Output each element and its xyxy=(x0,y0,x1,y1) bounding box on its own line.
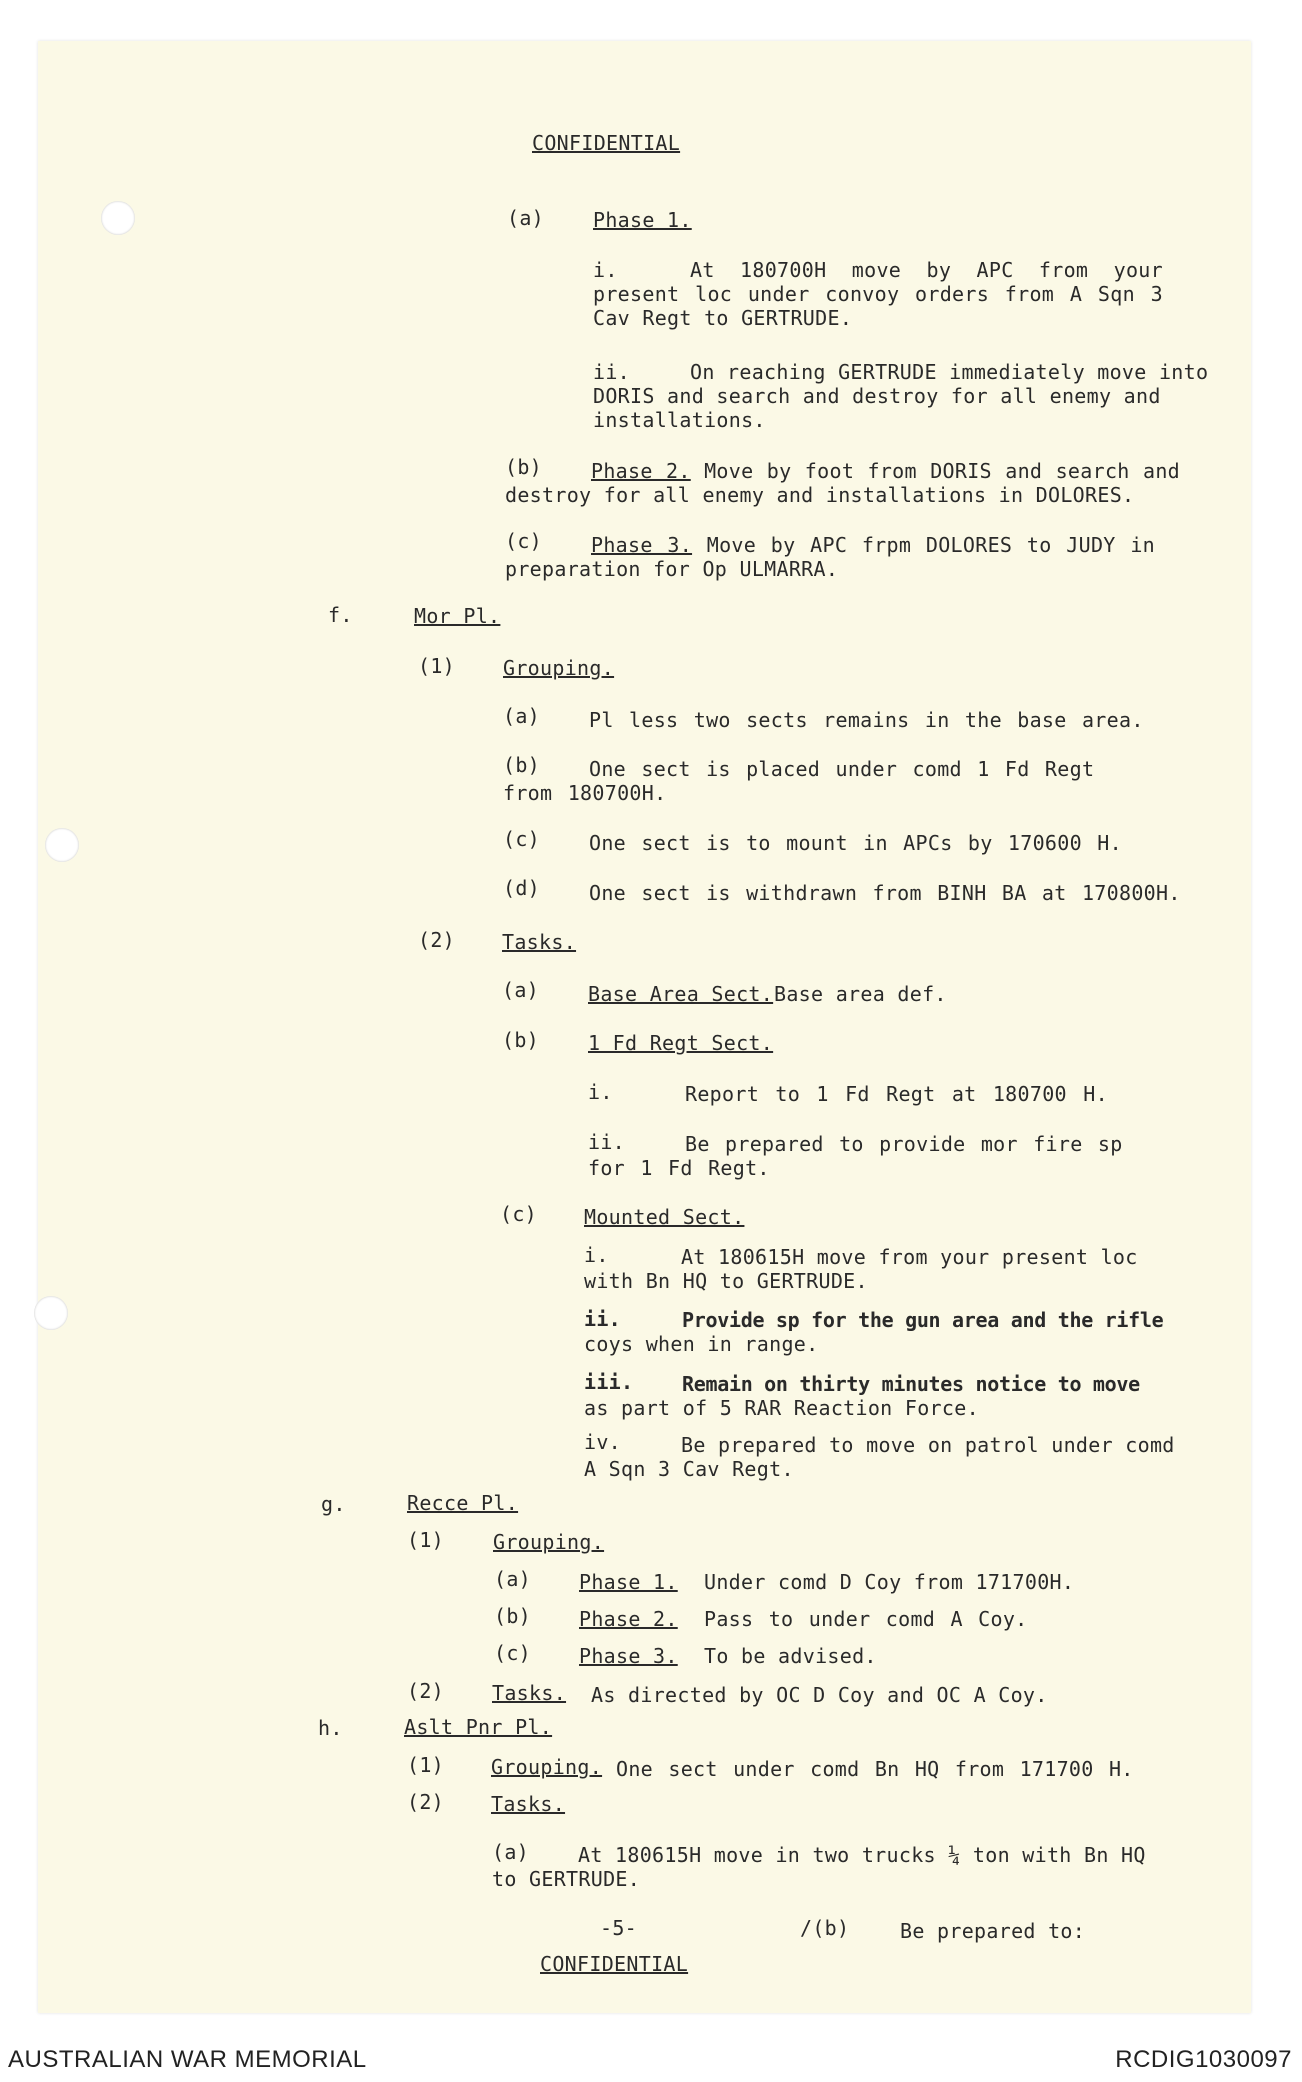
continuation-label: /(b) xyxy=(800,1916,850,1940)
f-tasks-c-iii-bold: Remain on thirty minutes notice to move xyxy=(682,1372,1140,1396)
section-f-title: Mor Pl. xyxy=(414,604,501,628)
g-tasks-title: Tasks. xyxy=(492,1681,567,1705)
f-tasks-c-title: Mounted Sect. xyxy=(584,1205,745,1229)
punch-hole-bottom xyxy=(34,1296,68,1330)
g-grouping-a-phase: Phase 1. xyxy=(579,1570,678,1594)
f-grouping-c-label: (c) xyxy=(503,827,541,851)
section-h-title: Aslt Pnr Pl. xyxy=(404,1715,553,1739)
g-grouping-c-label: (c) xyxy=(494,1641,532,1665)
g-grouping-num: (1) xyxy=(407,1528,445,1552)
f-grouping-a-label: (a) xyxy=(503,704,541,728)
archive-id: RCDIG1030097 xyxy=(1115,2046,1292,2073)
phase1-title: Phase 1. xyxy=(593,208,692,232)
section-f-label: f. xyxy=(328,603,353,627)
h-grouping-title: Grouping. xyxy=(491,1755,603,1779)
phase1-label: (a) xyxy=(507,206,545,230)
f-tasks-b-ii-text: Be prepared to provide mor fire sp for 1 Fd Regt. xyxy=(588,1132,1123,1180)
g-grouping-a-label: (a) xyxy=(494,1567,532,1591)
f-tasks-c-i-num: i. xyxy=(584,1243,609,1267)
phase1-ii-text: On reaching GERTRUDE immediately move into DORIS and search and destroy for all enemy and installations. xyxy=(593,360,1209,432)
punch-hole-top xyxy=(101,201,135,235)
f-grouping-d-label: (d) xyxy=(503,876,541,900)
f-tasks-num: (2) xyxy=(418,928,456,952)
phase1-i-text: At 180700H move by APC from your present loc under convoy orders from A Sqn 3 Cav Regt to GERTRUDE. xyxy=(593,258,1163,330)
f-tasks-c-ii-num: ii. xyxy=(584,1307,622,1331)
f-grouping-title: Grouping. xyxy=(503,656,615,680)
g-grouping-b-phase: Phase 2. xyxy=(579,1607,678,1631)
f-tasks-c-iii-num: iii. xyxy=(584,1370,634,1394)
h-grouping-text: One sect under comd Bn HQ from 171700 H. xyxy=(616,1757,1134,1781)
h-tasks-num: (2) xyxy=(407,1790,445,1814)
h-tasks-title: Tasks. xyxy=(491,1792,566,1816)
h-tasks-a-label: (a) xyxy=(492,1840,530,1864)
f-tasks-c-i-text: At 180615H move from your present loc with Bn HQ to GERTRUDE. xyxy=(584,1245,1138,1293)
archive-institution: AUSTRALIAN WAR MEMORIAL xyxy=(8,2046,367,2073)
g-grouping-c-text: To be advised. xyxy=(704,1644,877,1668)
f-tasks-b-i-num: i. xyxy=(588,1080,613,1104)
g-grouping-b-text: Pass to under comd A Coy. xyxy=(704,1607,1028,1631)
f-grouping-a-text: Pl less two sects remains in the base area. xyxy=(589,708,1144,732)
g-grouping-title: Grouping. xyxy=(493,1530,605,1554)
document-page xyxy=(38,41,1251,2013)
f-grouping-b-label: (b) xyxy=(503,753,541,777)
f-grouping-c-text: One sect is to mount in APCs by 170600 H. xyxy=(589,831,1122,855)
g-grouping-c-phase: Phase 3. xyxy=(579,1644,678,1668)
f-tasks-b-ii-num: ii. xyxy=(588,1130,626,1154)
f-tasks-c-label: (c) xyxy=(500,1202,538,1226)
h-tasks-a-text: At 180615H move in two trucks ¼ ton with Bn HQ to GERTRUDE. xyxy=(492,1843,1146,1891)
section-g-label: g. xyxy=(321,1492,346,1516)
f-tasks-b-label: (b) xyxy=(502,1028,540,1052)
phase2-title: Phase 2. xyxy=(591,459,691,483)
f-grouping-d-text: One sect is withdrawn from BINH BA at 170800H. xyxy=(589,881,1181,905)
f-tasks-a-title: Base Area Sect. xyxy=(588,982,774,1006)
f-tasks-a-text: Base area def. xyxy=(774,982,947,1006)
h-grouping-num: (1) xyxy=(407,1753,445,1777)
phase3-text: Move by APC frpm DOLORES to JUDY in preparation for Op ULMARRA. xyxy=(505,533,1156,581)
f-tasks-b-i-text: Report to 1 Fd Regt at 180700 H. xyxy=(685,1082,1108,1106)
f-grouping-b-text: One sect is placed under comd 1 Fd Regt from 180700H. xyxy=(503,757,1095,805)
g-grouping-a-text: Under comd D Coy from 171700H. xyxy=(704,1570,1075,1594)
f-tasks-c-ii-bold: Provide sp for the gun area and the rifle xyxy=(682,1308,1164,1332)
g-grouping-b-label: (b) xyxy=(494,1604,532,1628)
f-tasks-title: Tasks. xyxy=(502,930,577,954)
section-g-title: Recce Pl. xyxy=(407,1491,519,1515)
phase2-label: (b) xyxy=(505,455,543,479)
f-tasks-c-iii-rest: as part of 5 RAR Reaction Force. xyxy=(584,1396,979,1420)
phase1-ii-num: ii. xyxy=(593,360,631,384)
f-tasks-c-iv-text: Be prepared to move on patrol under comd A Sqn 3 Cav Regt. xyxy=(584,1433,1175,1481)
g-tasks-num: (2) xyxy=(407,1679,445,1703)
page-number: -5- xyxy=(600,1916,638,1940)
f-tasks-c-ii-rest: coys when in range. xyxy=(584,1332,819,1356)
punch-hole-middle xyxy=(45,828,79,862)
f-grouping-num: (1) xyxy=(418,654,456,678)
f-tasks-a-label: (a) xyxy=(502,978,540,1002)
footer-classification: CONFIDENTIAL xyxy=(540,1952,689,1976)
f-tasks-c-iv-num: iv. xyxy=(584,1430,622,1454)
f-tasks-b-title: 1 Fd Regt Sect. xyxy=(588,1031,774,1055)
phase3-label: (c) xyxy=(505,529,543,553)
phase3-title: Phase 3. xyxy=(591,533,693,557)
continuation-text: Be prepared to: xyxy=(900,1919,1086,1943)
phase2-paragraph xyxy=(505,459,1180,507)
g-tasks-text: As directed by OC D Coy and OC A Coy. xyxy=(591,1683,1048,1707)
phase1-i-num: i. xyxy=(593,258,618,282)
phase3-paragraph xyxy=(505,533,1155,581)
header-classification: CONFIDENTIAL xyxy=(532,131,681,155)
phase2-text: Move by foot from DORIS and search and destroy for all enemy and installations in DOLORES. xyxy=(505,459,1180,507)
section-h-label: h. xyxy=(318,1716,343,1740)
